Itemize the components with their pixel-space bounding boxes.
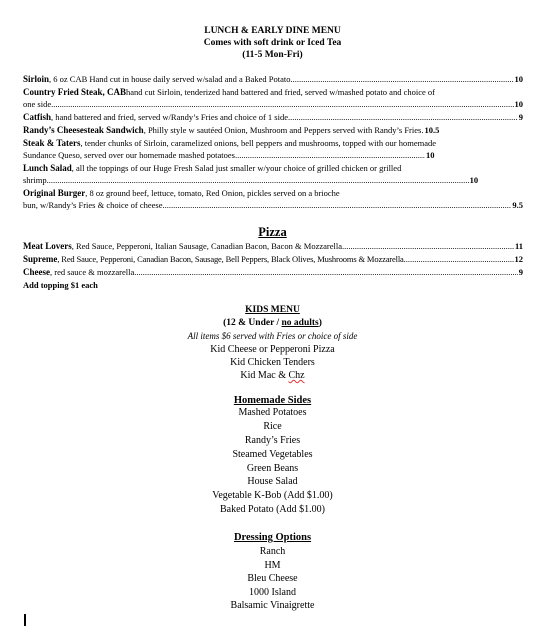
side-item: Green Beans xyxy=(246,463,299,474)
pizza-item-meat-lovers xyxy=(23,241,523,253)
item-price: 10.5 xyxy=(424,125,440,135)
side-item: Baked Potato (Add $1.00) xyxy=(220,504,325,515)
item-price: 10 xyxy=(425,149,435,160)
item-price: 9 xyxy=(518,112,523,122)
item-price: 11 xyxy=(514,241,523,251)
kids-menu-heading: KIDS MENU xyxy=(245,305,300,315)
menu-item-lunch-salad xyxy=(23,163,523,186)
item-desc: hand cut Sirloin, tenderized hand battered and fried, served w/mashed potato and choice of xyxy=(126,87,435,97)
item-desc-cont: bun, w/Randy’s Fries & choice of cheese xyxy=(23,199,163,210)
item-price: 10 xyxy=(514,98,523,109)
item-price: 12 xyxy=(514,254,523,264)
dressing-item: HM xyxy=(264,560,281,571)
kids-price-note: All items $6 served with Fries or choice of side xyxy=(187,331,358,341)
item-name: Supreme xyxy=(23,254,58,264)
item-name: Meat Lovers xyxy=(23,241,72,251)
pizza-item-supreme xyxy=(23,254,523,266)
item-price: 9.5 xyxy=(512,199,523,210)
item-name: Cheese xyxy=(23,267,50,277)
dressing-item: 1000 Island xyxy=(249,587,296,598)
menu-item-sirloin xyxy=(23,74,523,86)
sides-heading: Homemade Sides xyxy=(233,395,312,406)
add-topping-note: Add topping $1 each xyxy=(23,280,98,290)
kids-item: Kid Chicken Tenders xyxy=(230,357,315,368)
side-item: Randy’s Fries xyxy=(244,435,301,446)
item-name: Country Fried Steak, CAB xyxy=(23,87,126,97)
item-price: 10 xyxy=(514,74,523,84)
item-desc: , 6 oz CAB Hand cut in house daily served w/salad and a Baked Potato xyxy=(49,74,291,84)
side-item: Mashed Potatoes xyxy=(238,407,307,418)
item-desc: , Philly style w sautéed Onion, Mushroom and Peppers served with Randy’s Fries. xyxy=(143,125,424,135)
item-price: 10 xyxy=(469,174,479,185)
menu-item-steak-taters xyxy=(23,138,523,161)
menu-hours: (11-5 Mon-Fri) xyxy=(242,50,303,60)
item-desc-cont: one side xyxy=(23,98,52,109)
pizza-item-cheese xyxy=(23,267,523,279)
text-cursor[interactable] xyxy=(24,614,26,626)
dressing-item: Bleu Cheese xyxy=(247,573,298,584)
item-name: Catfish xyxy=(23,112,52,122)
item-name: Steak & Taters xyxy=(23,138,81,148)
dressing-item: Balsamic Vinaigrette xyxy=(230,600,315,611)
item-desc: , Red Sauce, Pepperoni, Italian Sausage, Canadian Bacon, Bacon & Mozzarella xyxy=(71,241,342,251)
menu-item-country-fried-steak xyxy=(23,87,523,110)
dressing-item: Ranch xyxy=(259,546,286,557)
item-desc-cont: Sundance Queso, served over our homemade mashed potatoes xyxy=(23,149,235,160)
item-price: 9 xyxy=(518,267,523,277)
item-desc: , hand battered and fried, served w/Randy’s Fries and choice of 1 side xyxy=(51,112,288,122)
menu-item-catfish xyxy=(23,112,523,124)
item-desc: , Red Sauce, Pepperoni, Canadian Bacon, Sausage, Bell Peppers, Black Olives, Mushrooms & Mozzarella xyxy=(57,254,404,264)
item-desc: , 8 oz ground beef, lettuce, tomato, Red Onion, pickles served on a brioche xyxy=(85,188,340,198)
item-desc: , red sauce & mozzarella xyxy=(50,267,135,277)
item-name: Sirloin xyxy=(23,74,50,84)
kids-age-note: (12 & Under / no adults) xyxy=(223,318,322,328)
item-name: Original Burger xyxy=(23,188,86,198)
side-item: Steamed Vegetables xyxy=(232,449,313,460)
menu-item-original-burger xyxy=(23,188,523,211)
menu-subtitle: Comes with soft drink or Iced Tea xyxy=(203,38,342,48)
side-item: Vegetable K-Bob (Add $1.00) xyxy=(212,490,333,501)
item-desc: , all the toppings of our Huge Fresh Salad just smaller w/your choice of grilled chicken or grilled xyxy=(71,163,402,173)
item-name: Randy’s Cheesesteak Sandwich xyxy=(23,125,144,135)
kids-item: Kid Mac & Chz xyxy=(240,370,305,381)
item-desc: , tender chunks of Sirloin, caramelized onions, bell peppers and mushrooms, topped with our homemade xyxy=(80,138,437,148)
side-item: House Salad xyxy=(247,476,298,487)
pizza-heading: Pizza xyxy=(258,225,287,239)
kids-item: Kid Cheese or Pepperoni Pizza xyxy=(210,344,335,355)
side-item: Rice xyxy=(263,421,282,432)
item-name: Lunch Salad xyxy=(23,163,72,173)
dressings-heading: Dressing Options xyxy=(233,532,312,543)
item-desc-cont: shrimp xyxy=(23,174,47,185)
menu-item-cheesesteak xyxy=(23,125,523,137)
menu-title: LUNCH & EARLY DINE MENU xyxy=(204,26,341,36)
